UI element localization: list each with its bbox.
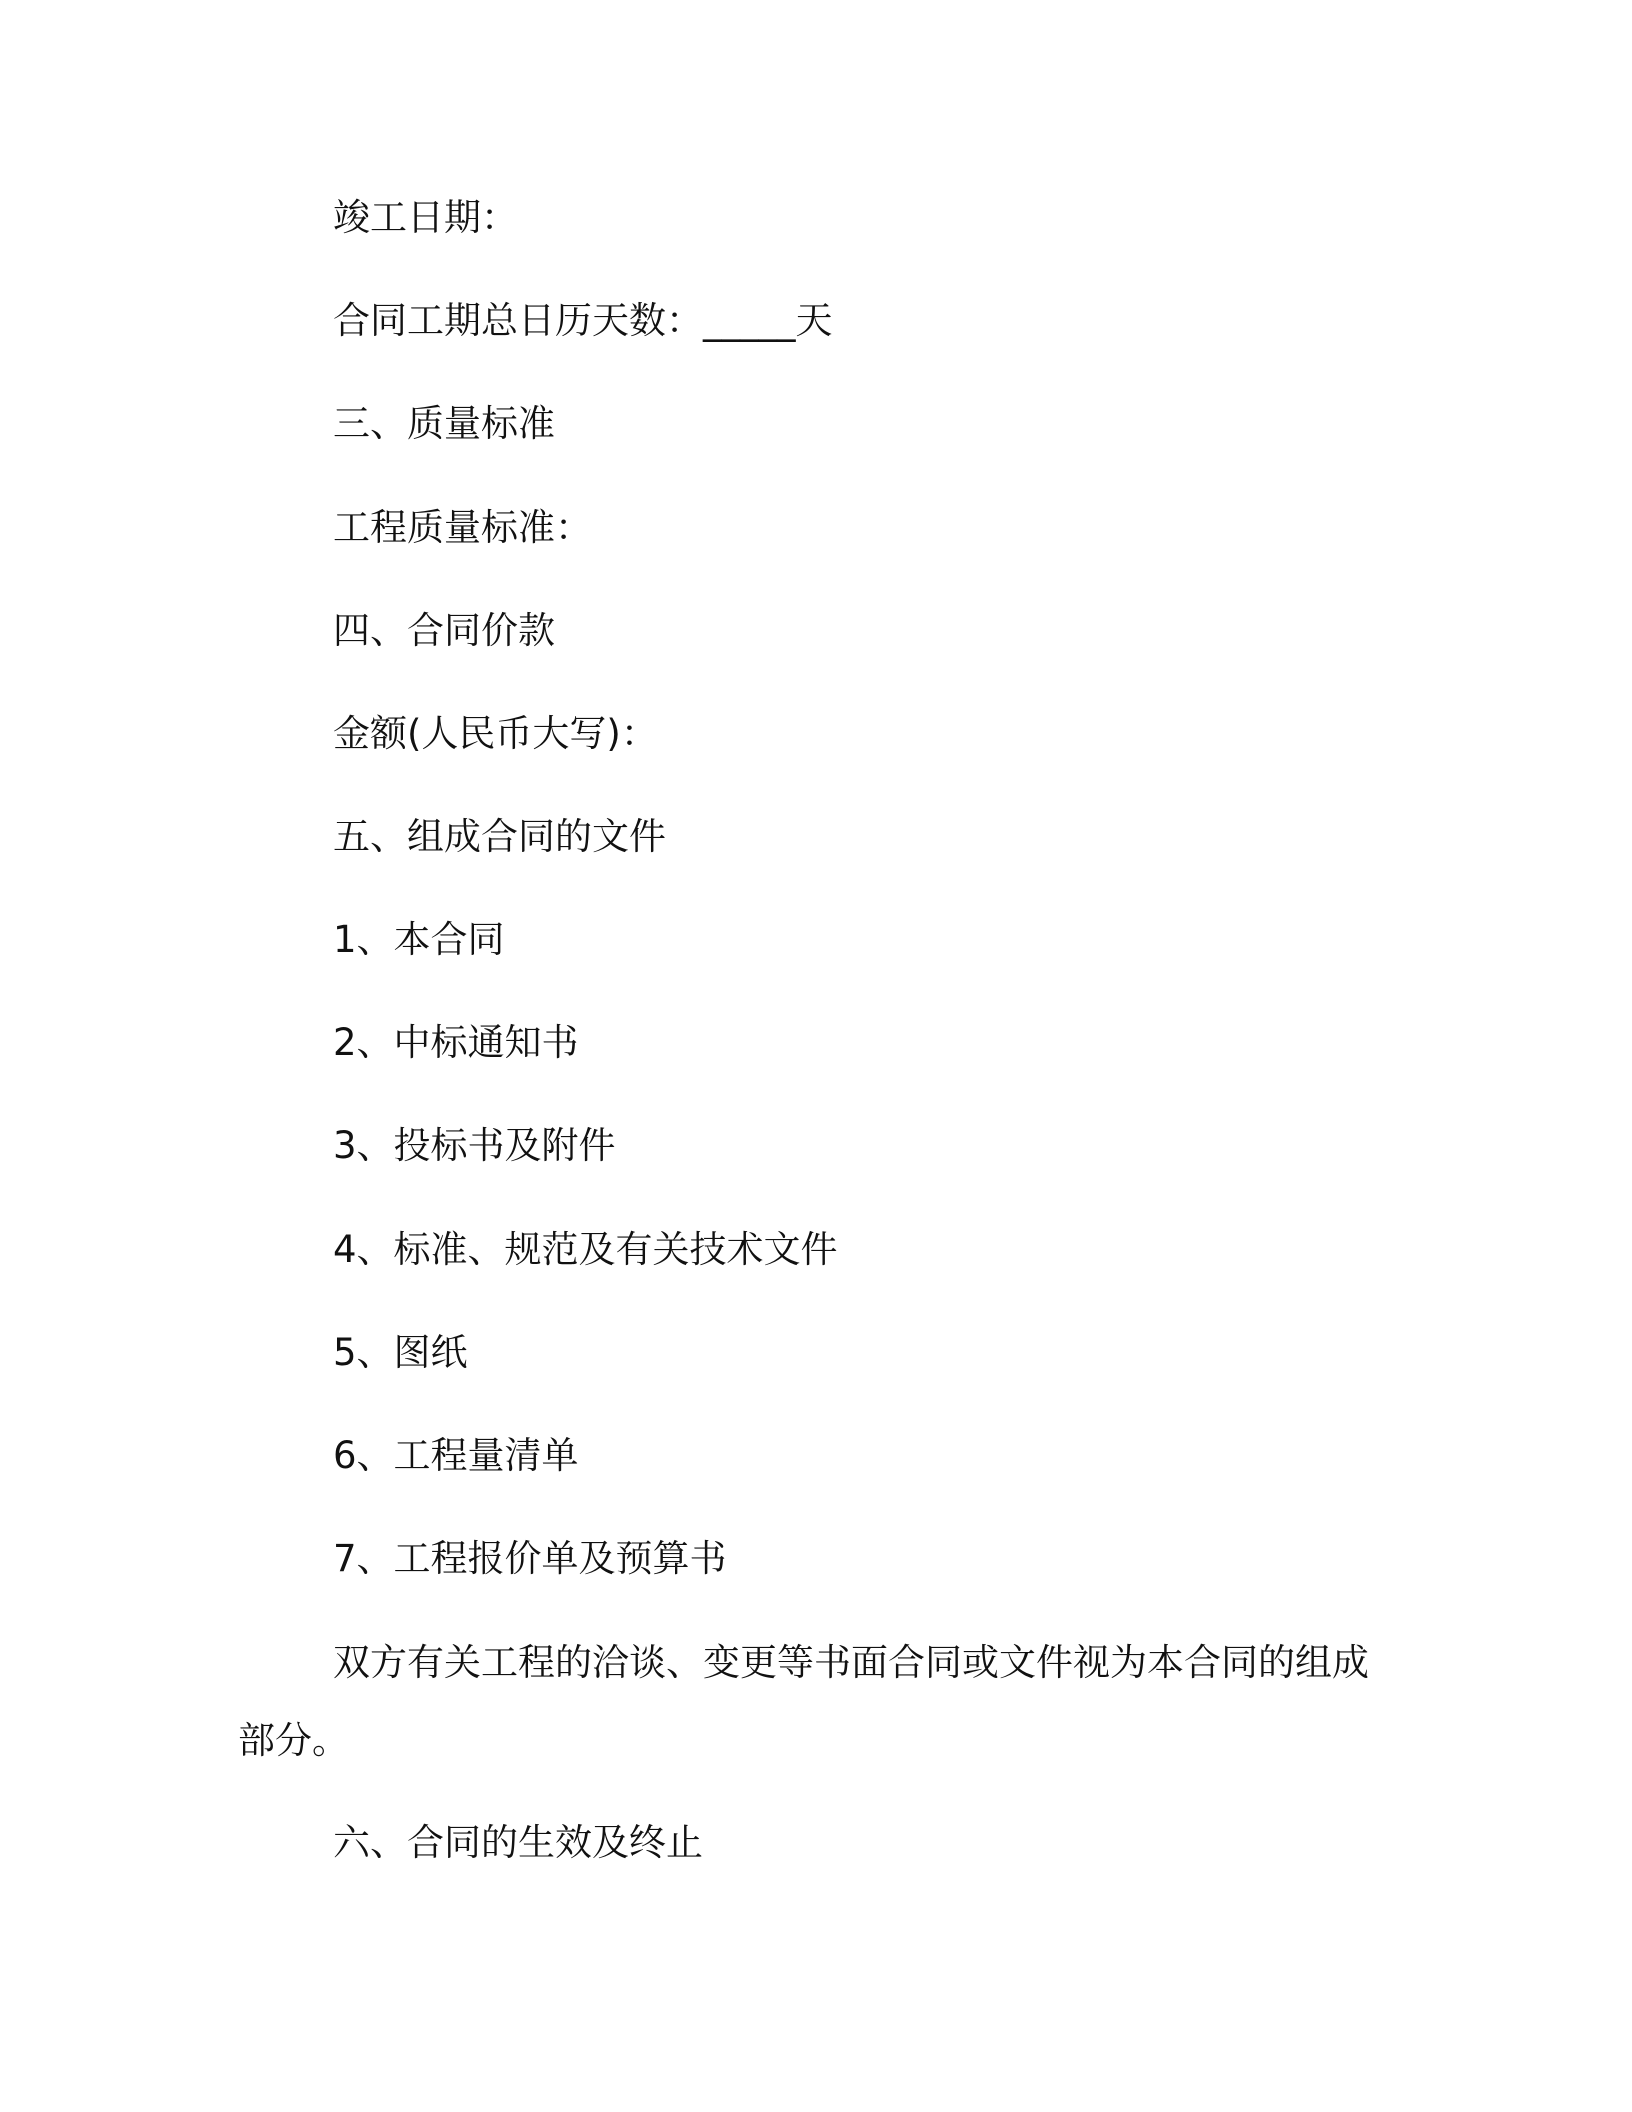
list-item-6: 6、工程量清单 <box>333 1434 579 1477</box>
list-item-3: 3、投标书及附件 <box>333 1124 616 1167</box>
list-item-2: 2、中标通知书 <box>333 1021 579 1064</box>
section-3-heading: 三、质量标准 <box>333 402 555 445</box>
list-item-4: 4、标准、规范及有关技术文件 <box>333 1228 838 1271</box>
list-item-7: 7、工程报价单及预算书 <box>333 1537 727 1580</box>
amount-line: 金额(人民币大写)： <box>333 712 658 755</box>
completion-date-line: 竣工日期： <box>333 196 518 239</box>
section-5-heading: 五、组成合同的文件 <box>333 815 666 858</box>
documents-paragraph: 双方有关工程的洽谈、变更等书面合同或文件视为本合同的组成部分。 <box>238 1641 1369 1762</box>
list-item-1: 1、本合同 <box>333 918 505 961</box>
list-item-5: 5、图纸 <box>333 1331 468 1374</box>
section-4-heading: 四、合同价款 <box>333 609 555 652</box>
section-6-heading: 六、合同的生效及终止 <box>333 1821 703 1864</box>
quality-standard-line: 工程质量标准： <box>333 506 592 549</box>
total-days-line: 合同工期总日历天数：_____天 <box>333 299 833 342</box>
